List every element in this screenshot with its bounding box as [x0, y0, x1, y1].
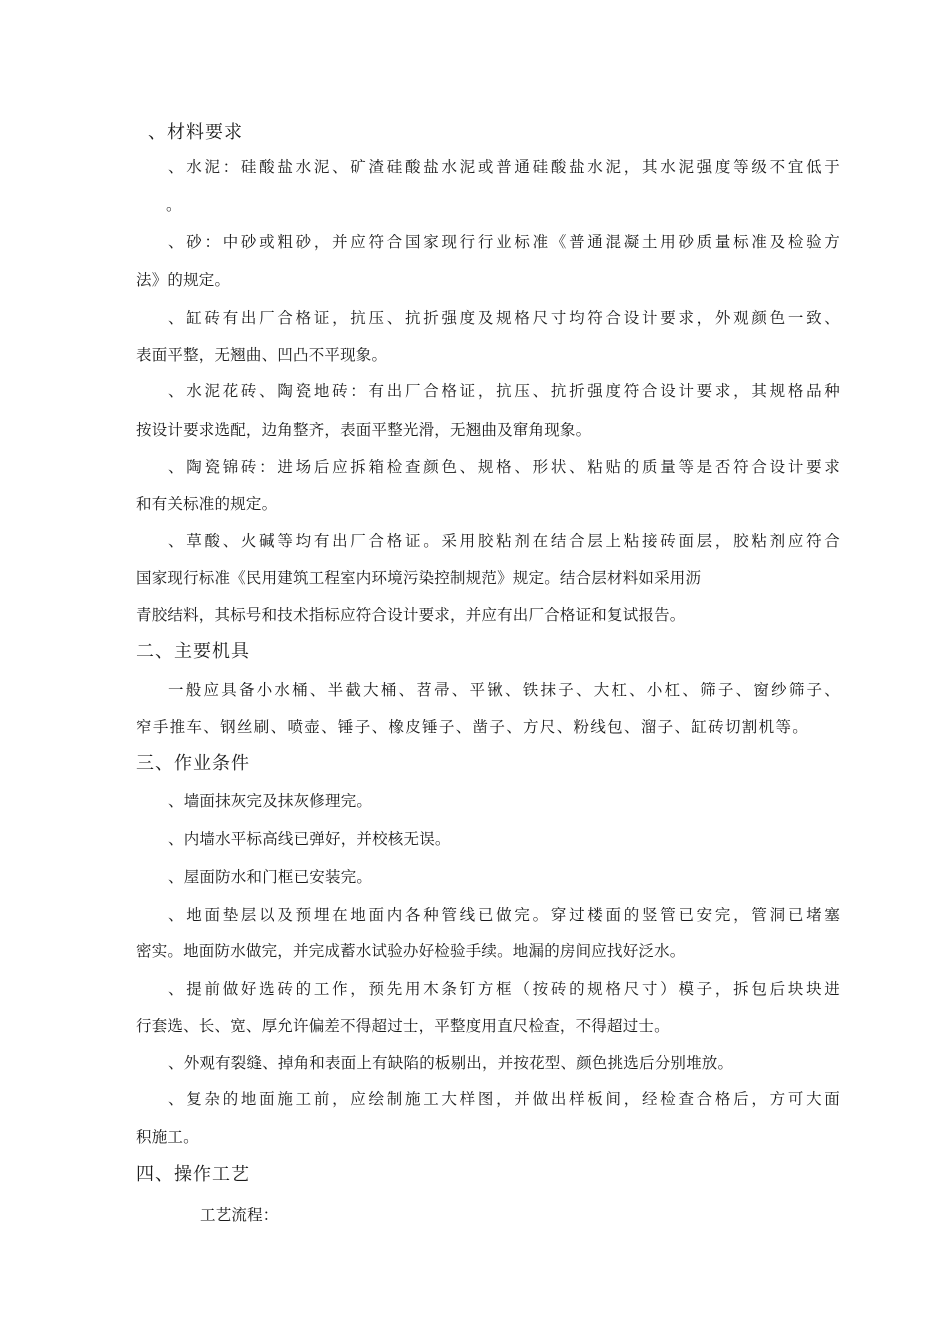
paragraph-plaster: 、墙面抹灰完及抹灰修理完。	[168, 792, 373, 810]
section-heading-tools: 二、主要机具	[136, 641, 250, 662]
paragraph-tools-line2: 窄手推车、钢丝刷、喷壶、锤子、橡皮锤子、凿子、方尺、粉线包、溜子、缸砖切割机等。	[136, 718, 808, 736]
paragraph-selection-line1: 、提前做好选砖的工作，预先用木条钉方框（按砖的规格尺寸）模子，拆包后块块进	[168, 980, 840, 998]
paragraph-level-line: 、内墙水平标高线已弹好，并校核无误。	[168, 830, 451, 848]
paragraph-subbase-line1: 、地面垫层以及预埋在地面内各种管线已做完。穿过楼面的竖管已安完，管洞已堵塞	[168, 906, 840, 924]
paragraph-subbase-line2: 密实。地面防水做完，并完成蓄水试验办好检验手续。地漏的房间应找好泛水。	[136, 942, 686, 960]
paragraph-floor-tile-line2: 按设计要求选配，边角整齐，表面平整光滑，无翘曲及窜角现象。	[136, 421, 592, 439]
paragraph-adhesive-line3: 青胶结料，其标号和技术指标应符合设计要求，并应有出厂合格证和复试报告。	[136, 606, 686, 624]
paragraph-mosaic-line2: 和有关标准的规定。	[136, 495, 278, 513]
section-heading-materials: 、材料要求	[148, 122, 243, 143]
section-heading-process: 四、操作工艺	[136, 1164, 250, 1185]
paragraph-sample-room-line1: 、复杂的地面施工前，应绘制施工大样图，并做出样板间，经检查合格后，方可大面	[168, 1090, 840, 1108]
paragraph-sand-line1: 、砂：中砂或粗砂，并应符合国家现行行业标准《普通混凝土用砂质量标准及检验方	[168, 233, 840, 251]
paragraph-adhesive-line1: 、草酸、火碱等均有出厂合格证。采用胶粘剂在结合层上粘接砖面层，胶粘剂应符合	[168, 532, 840, 550]
section-heading-conditions: 三、作业条件	[136, 753, 250, 774]
paragraph-tile-line2: 表面平整，无翘曲、凹凸不平现象。	[136, 346, 388, 364]
paragraph-cement-line2: 。	[166, 196, 182, 214]
paragraph-selection-line2: 行套选、长、宽、厚允许偏差不得超过士，平整度用直尺检查，不得超过士。	[136, 1017, 670, 1035]
paragraph-roof-waterproof: 、屋面防水和门框已安装完。	[168, 868, 373, 886]
paragraph-adhesive-line2: 国家现行标准《民用建筑工程室内环境污染控制规范》规定。结合层材料如采用沥	[136, 569, 702, 587]
paragraph-tools-line1: 一般应具备小水桶、半截大桶、苕帚、平锹、铁抹子、大杠、小杠、筛子、窗纱筛子、	[168, 681, 840, 699]
process-flow-label: 工艺流程：	[200, 1206, 279, 1224]
paragraph-floor-tile-line1: 、水泥花砖、陶瓷地砖：有出厂合格证，抗压、抗折强度符合设计要求，其规格品种	[168, 382, 840, 400]
paragraph-defects: 、外观有裂缝、掉角和表面上有缺陷的板剔出，并按花型、颜色挑选后分别堆放。	[168, 1054, 734, 1072]
paragraph-mosaic-line1: 、陶瓷锦砖：进场后应拆箱检查颜色、规格、形状、粘贴的质量等是否符合设计要求	[168, 458, 840, 476]
paragraph-sand-line2: 法》的规定。	[136, 271, 231, 289]
paragraph-cement-line1: 、水泥：硅酸盐水泥、矿渣硅酸盐水泥或普通硅酸盐水泥，其水泥强度等级不宜低于	[168, 158, 840, 176]
paragraph-sample-room-line2: 积施工。	[136, 1128, 199, 1146]
paragraph-tile-line1: 、缸砖有出厂合格证，抗压、抗折强度及规格尺寸均符合设计要求，外观颜色一致、	[168, 309, 840, 327]
